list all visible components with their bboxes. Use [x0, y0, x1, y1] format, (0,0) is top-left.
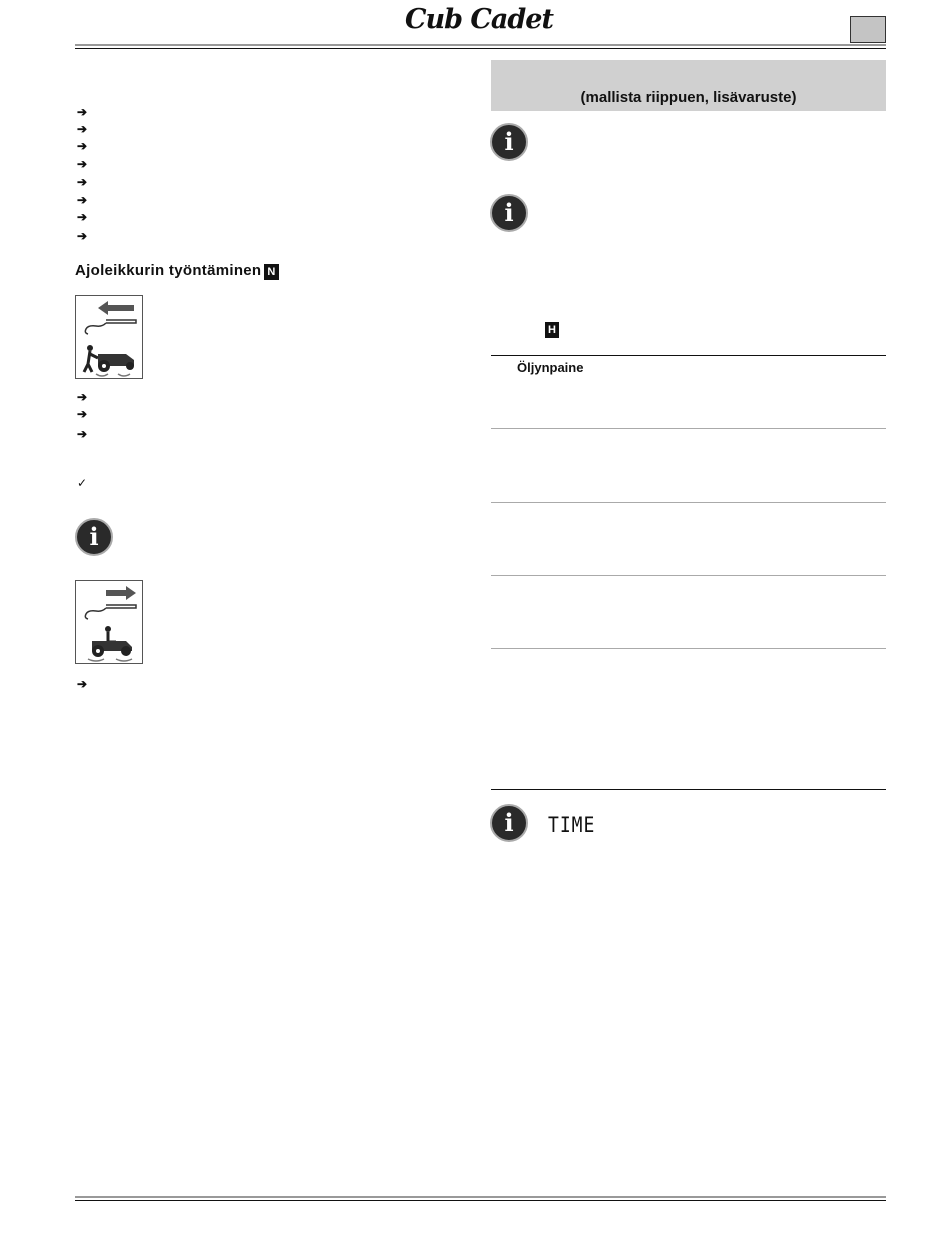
- bullet-arrow-icon: ➔: [77, 677, 88, 691]
- section-header-box: [491, 60, 886, 111]
- cub-cadet-logo: Cub Cadet: [405, 4, 553, 35]
- info-icon: i: [490, 123, 528, 161]
- table-rule: [491, 355, 886, 356]
- bullet-arrow-icon: ➔: [77, 210, 88, 224]
- bullet-arrow-icon: ➔: [77, 175, 88, 189]
- table-rule: [491, 648, 886, 649]
- language-tab: [850, 16, 886, 43]
- display-time-text: TIME: [548, 812, 596, 839]
- check-mark: ✓: [77, 476, 88, 490]
- drive-mower-pictogram: [75, 580, 143, 664]
- header-rule: [75, 44, 886, 46]
- table-rule: [491, 789, 886, 790]
- oil-pressure-label: Öljynpaine: [517, 360, 584, 375]
- push-mower-pictogram: [75, 295, 143, 379]
- table-rule: [491, 502, 886, 503]
- bullet-arrow-icon: ➔: [77, 105, 88, 119]
- bullet-arrow-icon: ➔: [77, 427, 88, 441]
- bullet-arrow-icon: ➔: [77, 407, 88, 421]
- section-heading: [75, 262, 279, 280]
- table-rule: [491, 428, 886, 429]
- footer-rule: [75, 1196, 886, 1198]
- table-rule: [491, 575, 886, 576]
- figure-ref-badge: N: [264, 264, 278, 280]
- info-icon: i: [75, 518, 113, 556]
- header-rule: [75, 48, 886, 49]
- bullet-arrow-icon: ➔: [77, 157, 88, 171]
- info-icon: i: [490, 194, 528, 232]
- figure-ref-badge: H: [545, 322, 559, 338]
- bullet-arrow-icon: ➔: [77, 390, 88, 404]
- info-icon: i: [490, 804, 528, 842]
- bullet-arrow-icon: ➔: [77, 139, 88, 153]
- footer-rule: [75, 1200, 886, 1201]
- bullet-arrow-icon: ➔: [77, 193, 88, 207]
- section-subtitle: (mallista riippuen, lisävaruste): [580, 89, 797, 106]
- heading-text: Ajoleikkurin työntäminen: [75, 262, 262, 279]
- bullet-arrow-icon: ➔: [77, 229, 88, 243]
- bullet-arrow-icon: ➔: [77, 122, 88, 136]
